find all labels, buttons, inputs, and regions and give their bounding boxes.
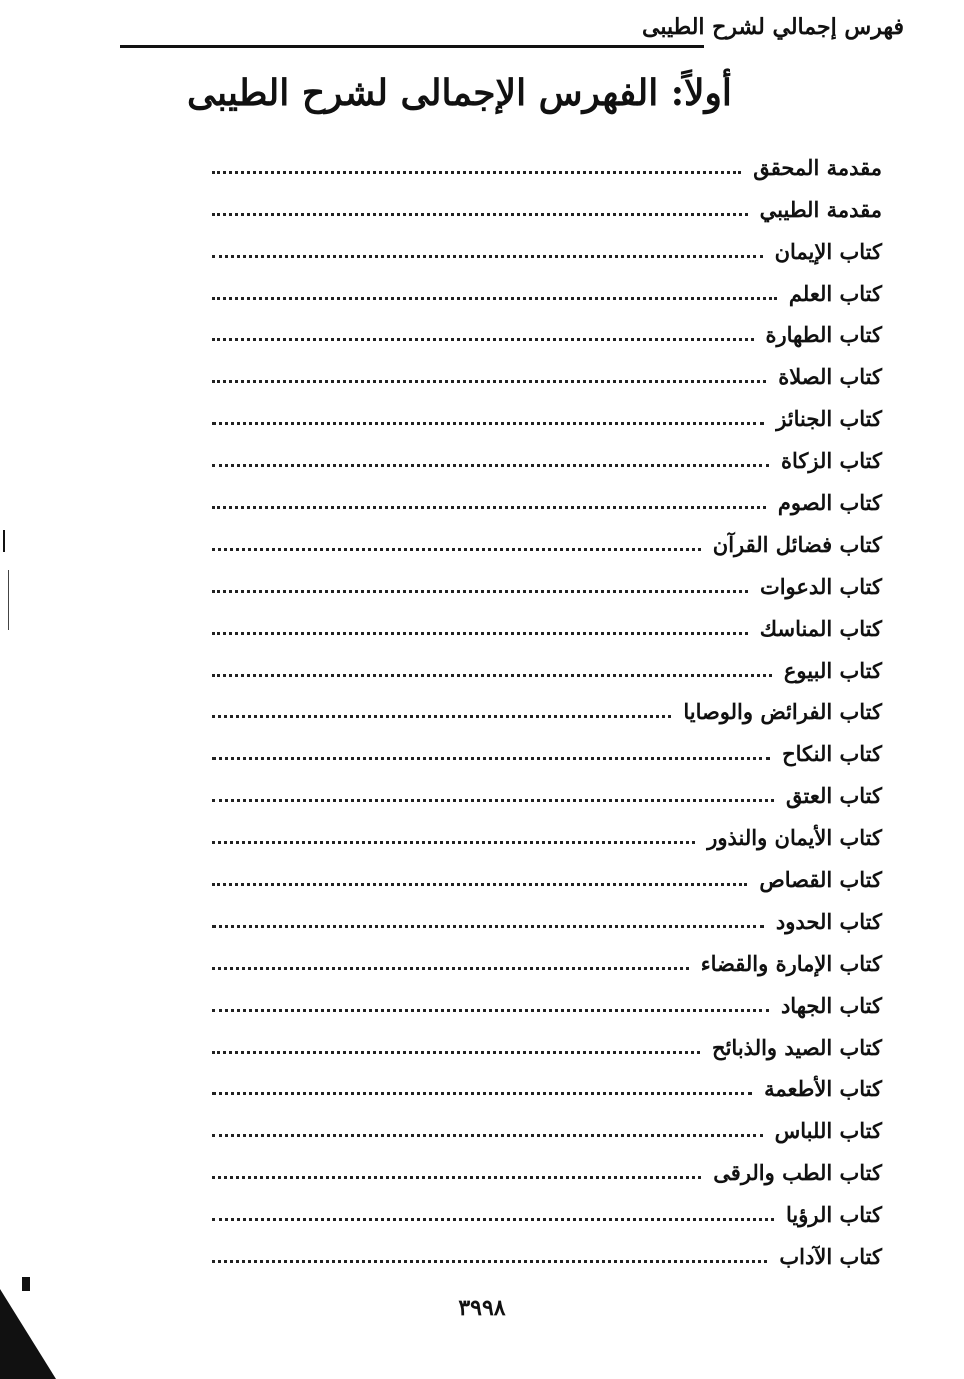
toc-entry-label: كتاب الأيمان والنذور [707, 825, 882, 851]
toc-entry [212, 1103, 882, 1145]
dot-leader [212, 589, 748, 593]
toc-entry [212, 852, 882, 894]
toc-entry [212, 224, 882, 266]
scan-edge-mark [0, 1289, 56, 1379]
dot-leader [212, 170, 741, 174]
toc-entry [212, 1020, 882, 1062]
toc-entry [212, 685, 882, 727]
toc-entry [212, 810, 882, 852]
toc-entry [212, 726, 882, 768]
toc-entry [212, 1062, 882, 1104]
page-title: أولاً: الفهرس الإجمالى لشرح الطيبى [187, 72, 732, 114]
toc-entry [212, 1187, 882, 1229]
toc-entry [212, 266, 882, 308]
dot-leader [212, 840, 695, 844]
toc-entry-label: كتاب الجنائز [776, 406, 882, 432]
toc-entry-label: كتاب الجهاد [780, 992, 882, 1018]
toc-entry-label: كتاب الأطعمة [764, 1076, 882, 1102]
toc-entry-label: كتاب الطب والرقى [713, 1160, 882, 1186]
running-head-text: فهرس إجمالي لشرح الطيبى [636, 14, 904, 40]
dot-leader [212, 337, 754, 341]
toc-entry [212, 1229, 882, 1271]
dot-leader [212, 1175, 701, 1179]
toc-entry-label: كتاب الصوم [777, 490, 882, 516]
toc-entry-label: كتاب النكاح [782, 741, 882, 767]
toc-entry [212, 601, 882, 643]
page-number: ٣٩٩٨ [458, 1295, 506, 1321]
toc-entry-label: كتاب الزكاة [780, 448, 882, 474]
dot-leader [212, 254, 763, 258]
dot-leader [212, 505, 766, 509]
toc-entry [212, 308, 882, 350]
dot-leader [212, 1008, 769, 1012]
dot-leader [212, 924, 764, 928]
dot-leader [212, 631, 748, 635]
toc-entry-label: كتاب القصاص [759, 867, 882, 893]
toc-entry-label: كتاب الصيد والذبائح [712, 1034, 882, 1060]
toc-entry [212, 894, 882, 936]
toc-entry-label: كتاب اللباس [774, 1118, 882, 1144]
toc-entry [212, 182, 882, 224]
toc-entry [212, 140, 882, 182]
dot-leader [212, 882, 747, 886]
toc-entry-label: كتاب العلم [788, 280, 882, 306]
dot-leader [212, 212, 748, 216]
running-head-rule [120, 45, 704, 48]
dot-leader [212, 421, 764, 425]
toc-entry [212, 1145, 882, 1187]
toc-entry-label: كتاب الحدود [775, 908, 882, 934]
dot-leader [212, 463, 769, 467]
dot-leader [212, 1091, 752, 1095]
toc-entry [212, 643, 882, 685]
table-of-contents [212, 140, 882, 1271]
dot-leader [212, 798, 774, 802]
dot-leader [212, 673, 772, 677]
toc-entry [212, 978, 882, 1020]
toc-entry [212, 349, 882, 391]
toc-entry-label: كتاب المناسك [759, 615, 882, 641]
toc-entry-label: كتاب الصلاة [778, 364, 882, 390]
toc-entry-label: كتاب الآداب [779, 1244, 882, 1270]
dot-leader [212, 966, 689, 970]
dot-leader [212, 547, 701, 551]
toc-entry-label: كتاب الإمارة والقضاء [700, 950, 882, 976]
toc-entry [212, 391, 882, 433]
toc-entry [212, 768, 882, 810]
binding-mark [8, 570, 9, 630]
dot-leader [212, 379, 766, 383]
dot-leader [212, 1050, 700, 1054]
toc-entry [212, 433, 882, 475]
dot-leader [212, 1133, 763, 1137]
toc-entry-label: كتاب الإيمان [774, 238, 882, 264]
dot-leader [212, 714, 671, 718]
binding-mark [3, 530, 5, 552]
toc-entry-label: كتاب الطهارة [765, 322, 882, 348]
toc-entry-label: مقدمة الطيبي [759, 196, 882, 222]
dot-leader [212, 756, 770, 760]
toc-entry [212, 475, 882, 517]
toc-entry-label: كتاب الدعوات [759, 573, 882, 599]
dot-leader [212, 296, 777, 300]
toc-entry [212, 559, 882, 601]
running-head [120, 14, 904, 50]
dot-leader [212, 1259, 767, 1263]
toc-entry-label: مقدمة المحقق [753, 154, 882, 180]
toc-entry-label: كتاب الرؤيا [785, 1202, 882, 1228]
toc-entry [212, 517, 882, 559]
toc-entry-label: كتاب الفرائض والوصايا [683, 699, 882, 725]
toc-entry [212, 936, 882, 978]
toc-entry-label: كتاب العتق [785, 783, 882, 809]
dot-leader [212, 1217, 774, 1221]
toc-entry-label: كتاب البيوع [783, 657, 882, 683]
toc-entry-label: كتاب فضائل القرآن [712, 531, 882, 557]
